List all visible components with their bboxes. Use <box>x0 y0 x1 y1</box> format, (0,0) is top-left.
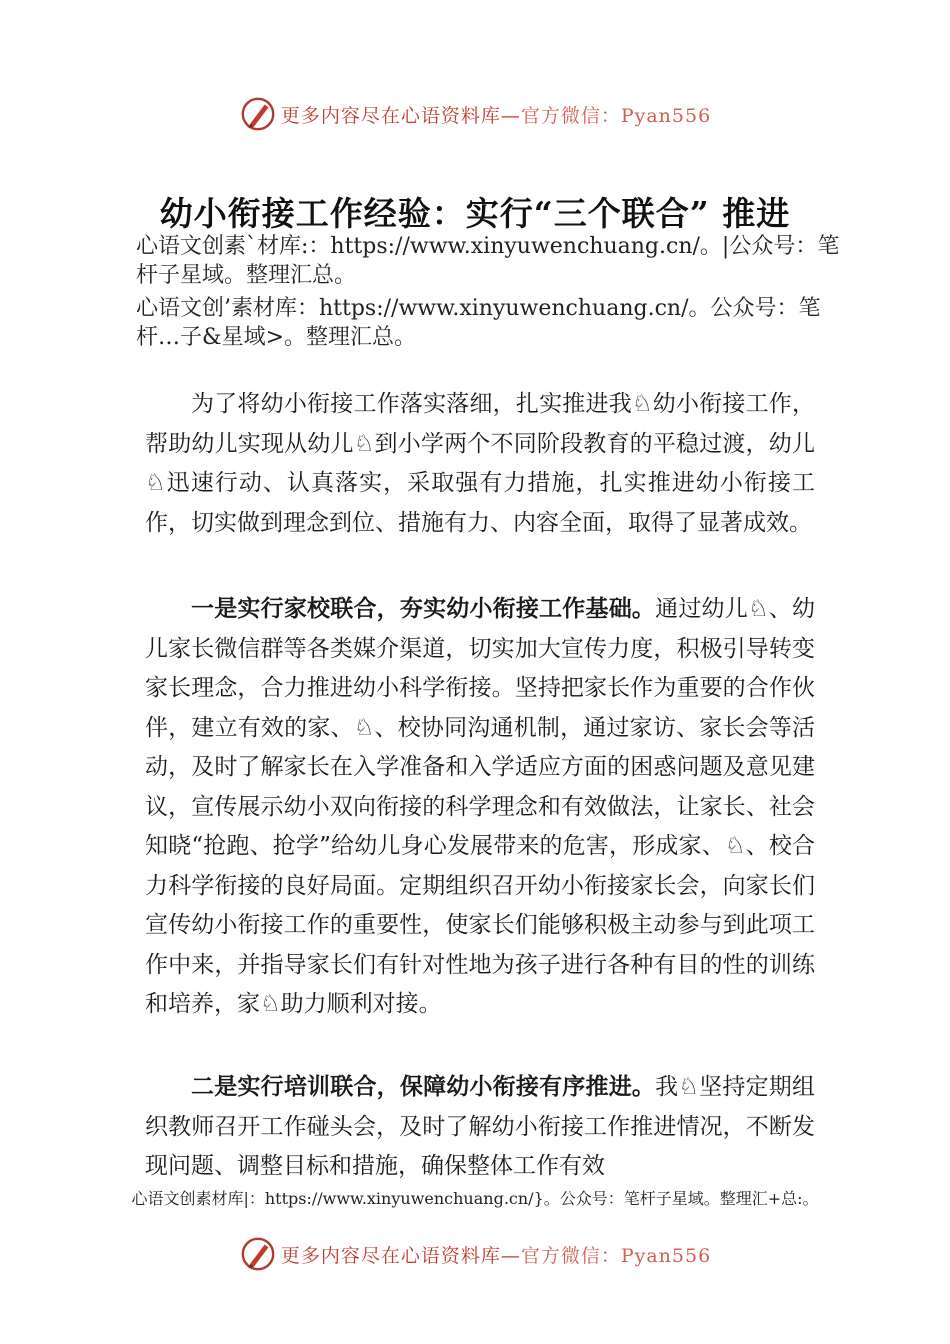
pen-logo-icon <box>239 1235 277 1273</box>
banner-text: 更多内容尽在心语资料库— <box>280 104 521 127</box>
paragraph-lead: 一是实行家校联合，夯实幼小衔接工作基础。 <box>191 596 656 622</box>
document-title: 幼小衔接工作经验：实行“三个联合” 推进 <box>159 194 791 233</box>
paragraph-body: 为了将幼小衔接工作落实落细，扎实推进我♘幼小衔接工作，帮助幼儿实现从幼儿♘到小学两个不同阶段教育的平稳过渡，幼儿♘迅速行动、认真落实，采取强有力措施，扎实推进幼小衔接工作，切实做到理念到位、措施有力、内容全面，取得了显著成效。 <box>145 391 815 536</box>
banner-wechat: 官方微信：Pyan556 <box>520 104 712 127</box>
source-line-1: 心语文创素`材库:：https://www.xinyuwenchuang.cn/。|公众号：笔杆子星域。整理汇总。 <box>136 234 840 288</box>
paragraph-training <box>145 1068 815 1186</box>
source-line-2: 心语文创’素材库：https://www.xinyuwenchuang.cn/。公众号：笔杆…子&星域>。整理汇总。 <box>136 296 821 350</box>
paragraph-lead: 二是实行培训联合，保障幼小衔接有序推进。 <box>191 1074 656 1100</box>
paragraph-body: 通过幼儿♘、幼儿家长微信群等各类媒介渠道，切实加大宣传力度，积极引导转变家长理念，合力推进幼小科学衔接。坚持把家长作为重要的合作伙伴，建立有效的家、♘、校协同沟通机制，通过家访、家长会等活动，及时了解家长在入学准备和入学适应方面的困惑问题及意见建议，宣传展示幼小双向衔接的科学理念和有效做法，让家长、社会知晓“抢跑、抢学”给幼儿身心发展带来的危害，形成家、♘、校合力科学衔接的良好局面。定期组织召开幼小衔接家长会，向家长们宣传幼小衔接工作的重要性，使家长们能够积极主动参与到此项工作中来，并指导家长们有针对性地为孩子进行各种有目的性的训练和培养，家♘助力顺利对接。 <box>145 596 816 1017</box>
banner-wechat: 官方微信：Pyan556 <box>520 1244 712 1267</box>
paragraph-body: 我♘坚持定期组织教师召开工作碰头会，及时了解幼小衔接工作推进情况，不断发现问题、调整目标和措施，确保整体工作有效 <box>145 1074 815 1179</box>
page-footer-source: 心语文创素材库|：https://www.xinyuwenchuang.cn/}。公众号：笔杆子星域。整理汇+总:。 <box>131 1189 819 1208</box>
footer-banner <box>0 1234 950 1274</box>
paragraph-intro <box>145 385 815 543</box>
banner-text: 更多内容尽在心语资料库— <box>280 1244 521 1267</box>
header-banner <box>0 94 950 134</box>
paragraph-home-school <box>145 590 815 1025</box>
pen-logo-icon <box>239 95 277 133</box>
